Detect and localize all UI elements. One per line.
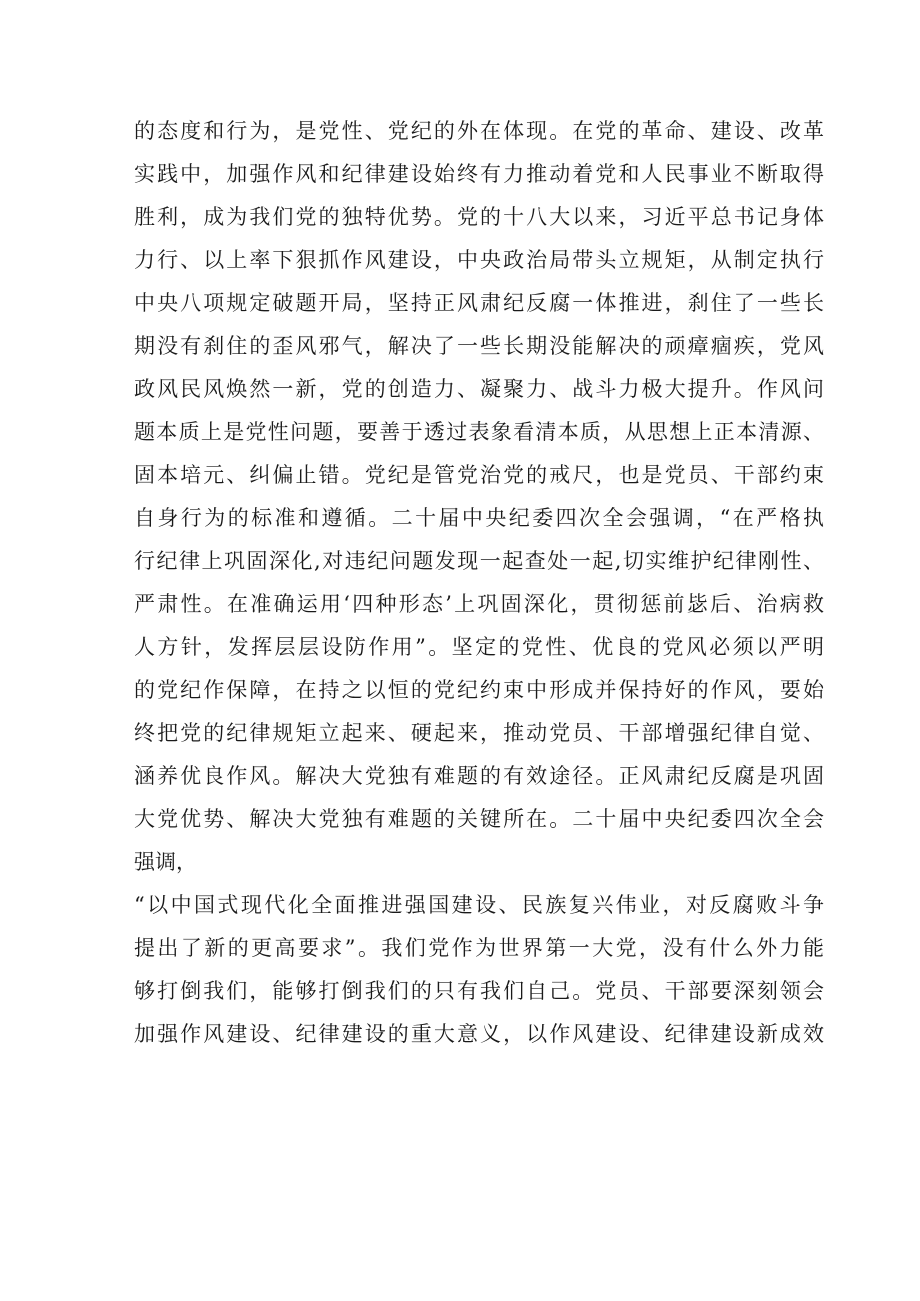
text-line: 力行、以上率下狠抓作风建设，中央政治局带头立规矩，从制定执行: [134, 248, 824, 272]
text-line: “以中国式现代化全面推进强国建设、民族复兴伟业，对反腐败斗争: [134, 893, 824, 917]
text-line: 的党纪作保障，在持之以恒的党纪约束中形成并保持好的作风，要始: [134, 678, 824, 702]
text-line: 的态度和行为，是党性、党纪的外在体现。在党的革命、建设、改革: [134, 119, 824, 143]
text-line: 自身行为的标准和遵循。二十届中央纪委四次全会强调，“在严格执: [134, 506, 824, 530]
text-line: 胜利，成为我们党的独特优势。党的十八大以来，习近平总书记身体: [134, 205, 824, 229]
text-line: 严肃性。在准确运用‘四种形态’上巩固深化，贯彻惩前毖后、治病救: [134, 592, 824, 616]
text-line: 人方针，发挥层层设防作用”。坚定的党性、优良的党风必须以严明: [134, 635, 824, 659]
text-line: 期没有刹住的歪风邪气，解决了一些长期没能解决的顽瘴痼疾，党风: [134, 334, 824, 358]
text-line: 固本培元、纠偏止错。党纪是管党治党的戒尺，也是党员、干部约束: [134, 463, 824, 487]
text-line: 强调，: [134, 850, 197, 874]
text-line: 够打倒我们，能够打倒我们的只有我们自己。党员、干部要深刻领会: [134, 979, 824, 1003]
text-line: 行纪律上巩固深化,对违纪问题发现一起查处一起,切实维护纪律刚性、: [134, 549, 824, 573]
body-text: [134, 110, 824, 1056]
text-line: 涵养优良作风。解决大党独有难题的有效途径。正风肃纪反腐是巩固: [134, 764, 824, 788]
text-line: 实践中，加强作风和纪律建设始终有力推动着党和人民事业不断取得: [134, 162, 824, 186]
text-line: 中央八项规定破题开局，坚持正风肃纪反腐一体推进，刹住了一些长: [134, 291, 824, 315]
text-line: 政风民风焕然一新，党的创造力、凝聚力、战斗力极大提升。作风问: [134, 377, 824, 401]
text-line: 大党优势、解决大党独有难题的关键所在。二十届中央纪委四次全会: [134, 807, 824, 831]
text-line: 题本质上是党性问题，要善于透过表象看清本质，从思想上正本清源、: [134, 420, 824, 444]
text-line: 提出了新的更高要求”。我们党作为世界第一大党，没有什么外力能: [134, 936, 824, 960]
text-line: 终把党的纪律规矩立起来、硬起来，推动党员、干部增强纪律自觉、: [134, 721, 824, 745]
text-line: 加强作风建设、纪律建设的重大意义，以作风建设、纪律建设新成效: [134, 1022, 824, 1046]
